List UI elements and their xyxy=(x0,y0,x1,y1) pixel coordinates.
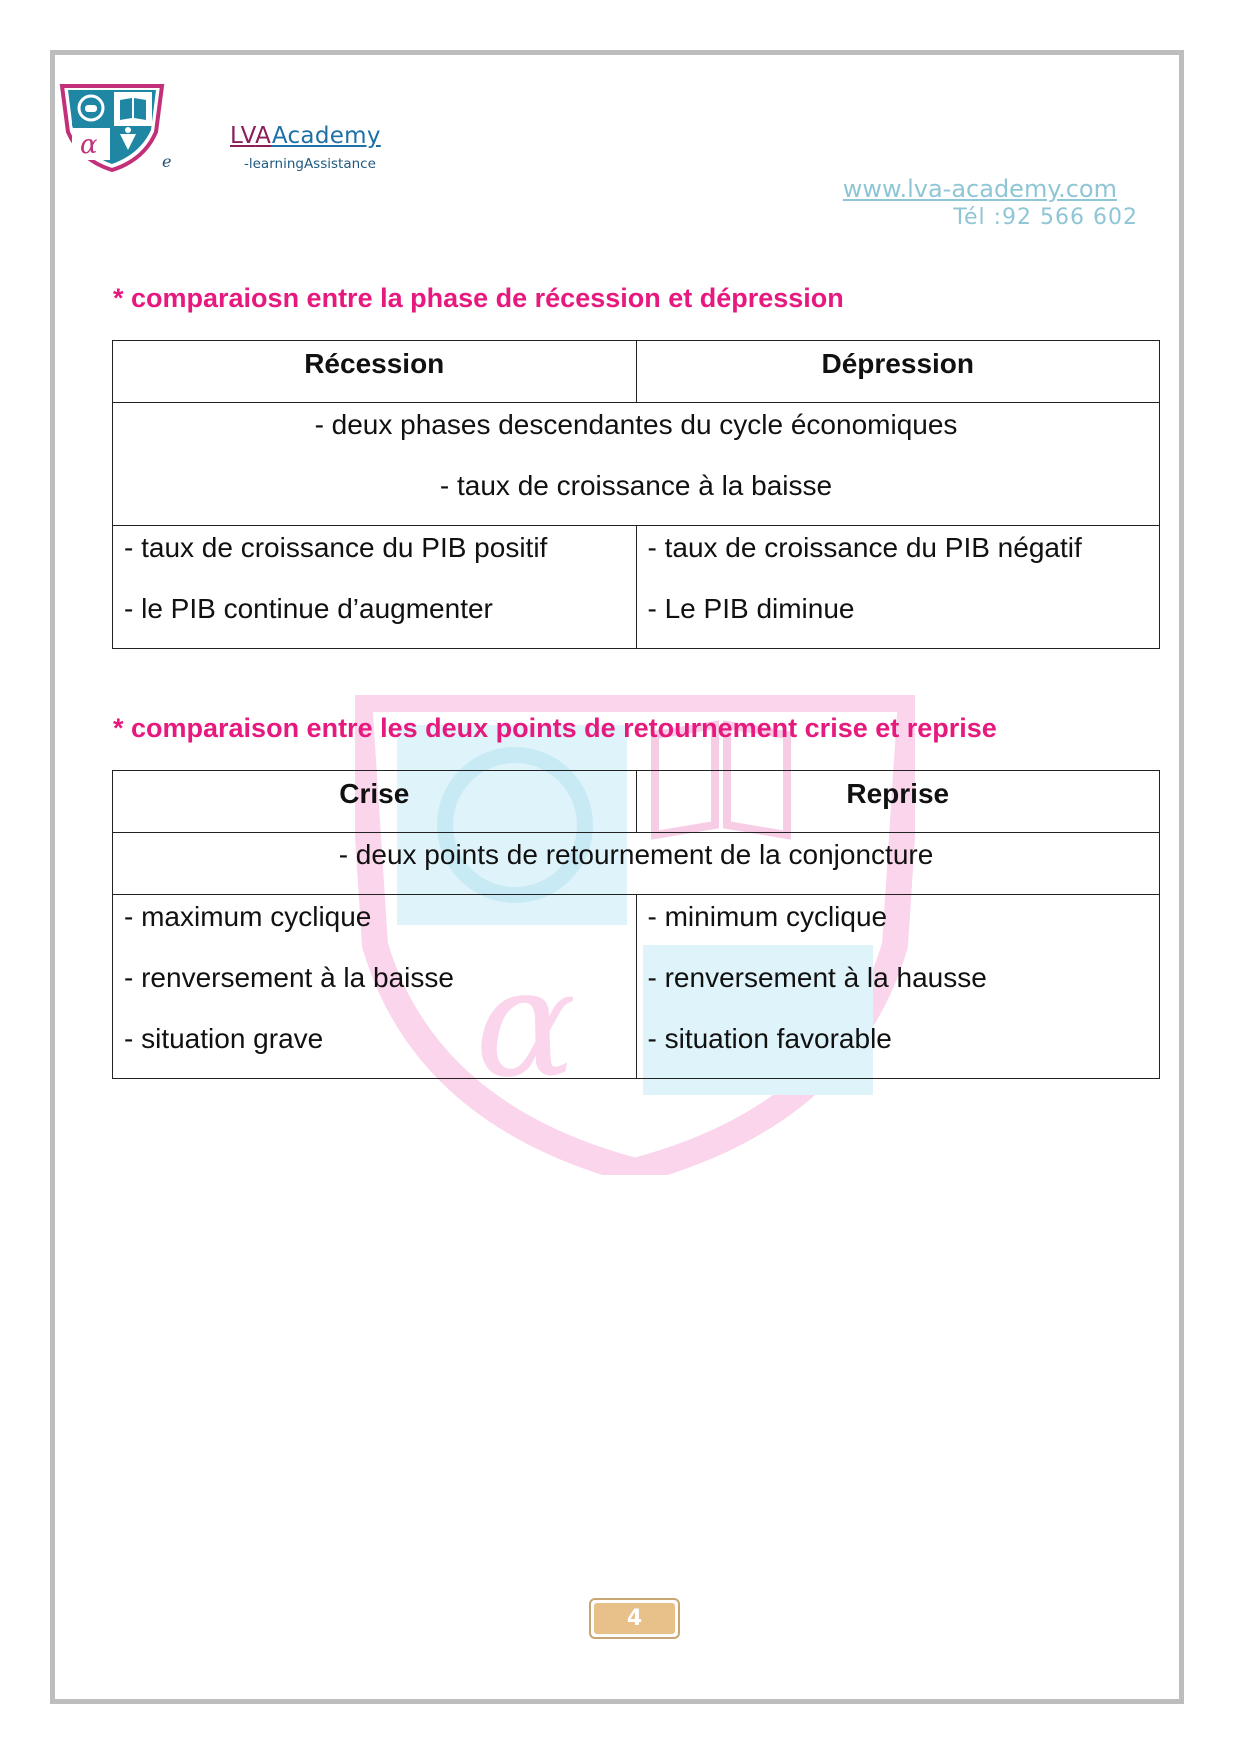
logo-e-mark: e xyxy=(162,152,172,171)
phone-number: Tél :92 566 602 xyxy=(953,205,1138,230)
crise-line: - maximum cyclique xyxy=(124,901,372,932)
crise-cell xyxy=(113,895,637,1079)
section1-heading: * comparaiosn entre la phase de récession et dépression xyxy=(113,283,844,313)
brand-lv: LV xyxy=(230,123,256,149)
table-header-row xyxy=(113,771,1160,833)
reprise-cell xyxy=(636,895,1160,1079)
crise-line: - renversement à la baisse xyxy=(124,962,454,993)
column-header-recession: Récession xyxy=(113,341,637,403)
brand-academy: Academy xyxy=(271,123,381,149)
brand-a: A xyxy=(255,123,272,149)
website-link[interactable]: www.lva-academy.com xyxy=(842,175,1117,203)
svg-text:α: α xyxy=(80,130,98,160)
crise-line: - situation grave xyxy=(124,1023,324,1054)
brand-name[interactable] xyxy=(230,123,381,149)
common-line: - taux de croissance à la baisse xyxy=(439,470,833,501)
table-row xyxy=(113,526,1160,649)
common-line: - deux points de retournement de la conjoncture xyxy=(338,839,934,870)
table-row xyxy=(113,895,1160,1079)
column-header-reprise: Reprise xyxy=(636,771,1160,833)
table-header-row xyxy=(113,341,1160,403)
common-cell xyxy=(113,833,1160,895)
recession-line: - taux de croissance du PIB positif xyxy=(124,532,548,563)
brand-tagline: -learningAssistance xyxy=(244,156,376,172)
reprise-line: - minimum cyclique xyxy=(647,901,888,932)
table-row-common xyxy=(113,833,1160,895)
section2-heading: * comparaison entre les deux points de retournement crise et reprise xyxy=(113,713,997,743)
page-number: 4 xyxy=(594,1603,675,1634)
common-cell xyxy=(113,403,1160,526)
depression-line: - Le PIB diminue xyxy=(647,593,855,624)
depression-cell xyxy=(636,526,1160,649)
page-number-badge xyxy=(589,1598,680,1639)
recession-line: - le PIB continue d’augmenter xyxy=(124,593,493,624)
reprise-line: - situation favorable xyxy=(647,1023,892,1054)
common-line: - deux phases descendantes du cycle économiques xyxy=(314,409,958,440)
svg-text:α: α xyxy=(475,937,577,1111)
lva-logo-icon xyxy=(58,80,168,172)
depression-line: - taux de croissance du PIB négatif xyxy=(647,532,1082,563)
table-row-common xyxy=(113,403,1160,526)
column-header-crise: Crise xyxy=(113,771,637,833)
column-header-depression: Dépression xyxy=(636,341,1160,403)
crise-reprise-table xyxy=(112,770,1160,1079)
recession-depression-table xyxy=(112,340,1160,649)
recession-cell xyxy=(113,526,637,649)
reprise-line: - renversement à la hausse xyxy=(647,962,987,993)
